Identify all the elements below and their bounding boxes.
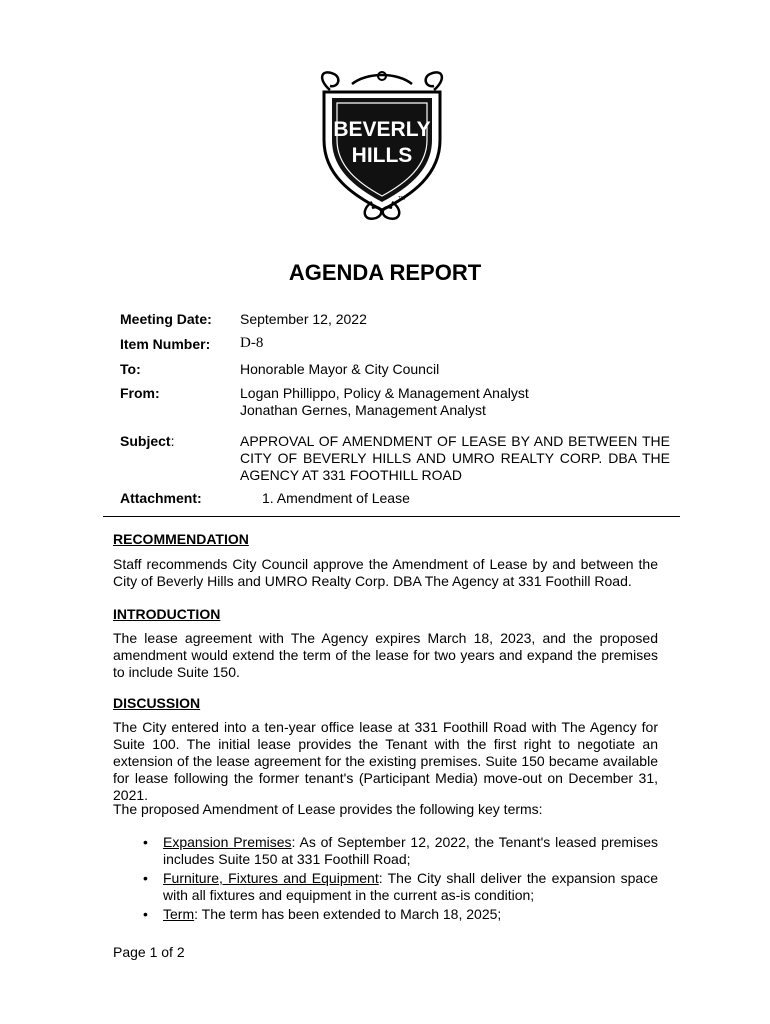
term-text: : The term has been extended to March 18, 2025; xyxy=(194,906,502,922)
seal-text-hills: HILLS xyxy=(351,144,413,167)
introduction-text: The lease agreement with The Agency expires March 18, 2023, and the proposed amendment would extend the term of the lease for two years and expand the premises to include Suite 150. xyxy=(113,630,658,680)
list-item xyxy=(113,870,658,904)
term-text: : The City shall deliver the expansion space with all fixtures and equipment in the current as-is condition; xyxy=(163,870,659,903)
to-value: Honorable Mayor & City Council xyxy=(240,361,440,377)
seal-trademark: TM xyxy=(398,196,406,202)
subject-label xyxy=(120,433,174,449)
horizontal-divider xyxy=(103,516,680,517)
item-number-label: Item Number: xyxy=(120,336,211,352)
attachment-label: Attachment: xyxy=(120,490,202,506)
recommendation-text: Staff recommends City Council approve the Amendment of Lease by and between the City of Beverly Hills and UMRO Realty Corp. DBA The Agency at 331 Foothill Road. xyxy=(113,556,658,589)
city-seal-logo xyxy=(312,70,452,222)
from-value xyxy=(240,385,670,419)
introduction-heading: INTRODUCTION xyxy=(113,606,221,622)
subject-label-colon: : xyxy=(170,433,175,449)
from-label: From: xyxy=(120,385,160,401)
bullet-icon: • xyxy=(143,870,148,886)
discussion-text-1: The City entered into a ten-year office lease at 331 Foothill Road with The Agency for Suite 100. The initial lease provides the Tenant with the first right to negotiate an extension of the lease agreement for the existing premises. Suite 150 became available for lease following the former tenant's (Participant Media) move-out on December 31, 2021. xyxy=(113,719,658,803)
from-line-1: Logan Phillippo, Policy & Management Analyst xyxy=(240,385,529,401)
list-item xyxy=(113,906,658,923)
to-label: To: xyxy=(120,361,141,377)
subject-value: APPROVAL OF AMENDMENT OF LEASE BY AND BETWEEN THE CITY OF BEVERLY HILLS AND UMRO REALTY CORP. DBA THE AGENCY AT 331 FOOTHILL ROAD xyxy=(240,433,670,483)
term-text: : As of September 12, 2022, the Tenant's leased premises includes Suite 150 at 331 Foothill Road; xyxy=(163,834,658,867)
item-number-value: D-8 xyxy=(240,335,264,351)
discussion-text-2: The proposed Amendment of Lease provides the following key terms: xyxy=(113,801,543,817)
meeting-date-label: Meeting Date: xyxy=(120,311,212,327)
recommendation-heading: RECOMMENDATION xyxy=(113,531,249,547)
meeting-date-value: September 12, 2022 xyxy=(240,311,367,327)
term-label: Term xyxy=(163,906,195,922)
attachment-value: 1. Amendment of Lease xyxy=(262,490,410,506)
page-number: Page 1 of 2 xyxy=(113,944,185,960)
bullet-icon: • xyxy=(143,906,148,922)
seal-text-beverly: BEVERLY xyxy=(333,118,431,141)
term-label: Furniture, Fixtures and Equipment xyxy=(163,870,379,886)
report-title: AGENDA REPORT xyxy=(288,260,482,285)
discussion-heading: DISCUSSION xyxy=(113,695,201,711)
bullet-icon: • xyxy=(143,834,148,850)
from-line-2: Jonathan Gernes, Management Analyst xyxy=(240,402,486,418)
term-label: Expansion Premises xyxy=(163,834,292,850)
subject-label-text: Subject xyxy=(120,433,171,449)
list-item xyxy=(113,834,658,868)
key-terms-list xyxy=(113,834,658,925)
